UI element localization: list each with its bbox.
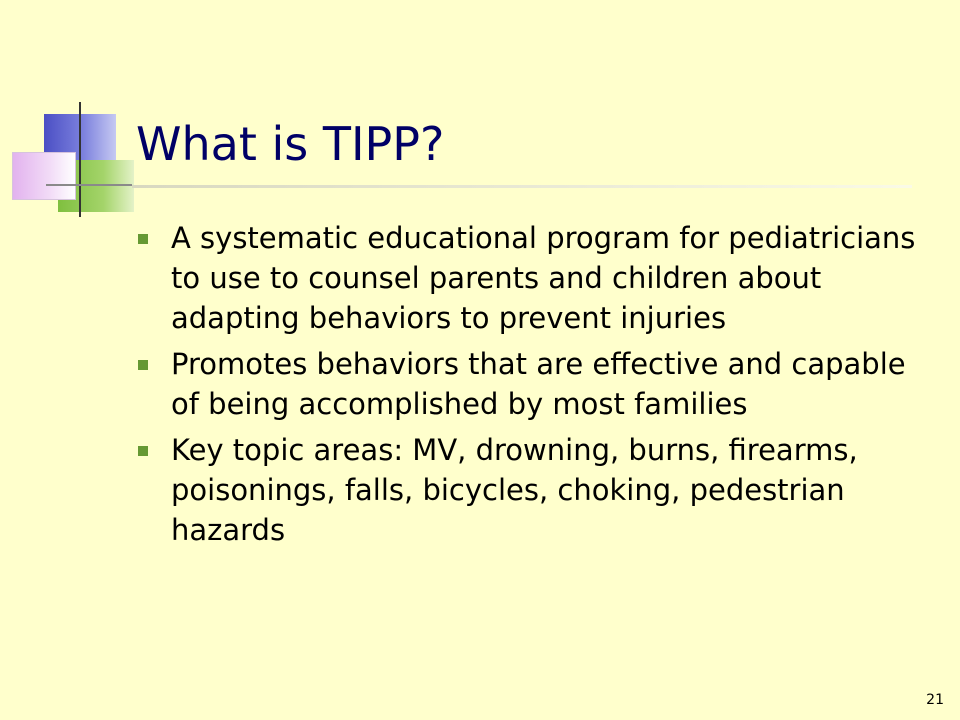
decorative-vertical-line — [79, 102, 81, 217]
decorative-horizontal-line — [46, 184, 132, 186]
decorative-pink-square — [12, 152, 76, 200]
bullet-square-icon — [138, 446, 148, 456]
title-underline-rule — [132, 185, 912, 188]
bullet-text: Promotes behaviors that are effective and capable of being accomplished by most families — [171, 347, 906, 421]
bullet-square-icon — [138, 234, 148, 244]
bullet-list — [136, 218, 926, 556]
bullet-item — [136, 430, 926, 550]
bullet-square-icon — [138, 360, 148, 370]
slide-title: What is TIPP? — [136, 117, 445, 171]
bullet-item — [136, 344, 926, 424]
bullet-item — [136, 218, 926, 338]
bullet-text: Key topic areas: MV, drowning, burns, firearms, poisonings, falls, bicycles, choking, pedestrian hazards — [171, 433, 858, 547]
page-number: 21 — [926, 692, 944, 708]
bullet-text: A systematic educational program for pediatricians to use to counsel parents and children about adapting behaviors to prevent injuries — [171, 221, 916, 335]
